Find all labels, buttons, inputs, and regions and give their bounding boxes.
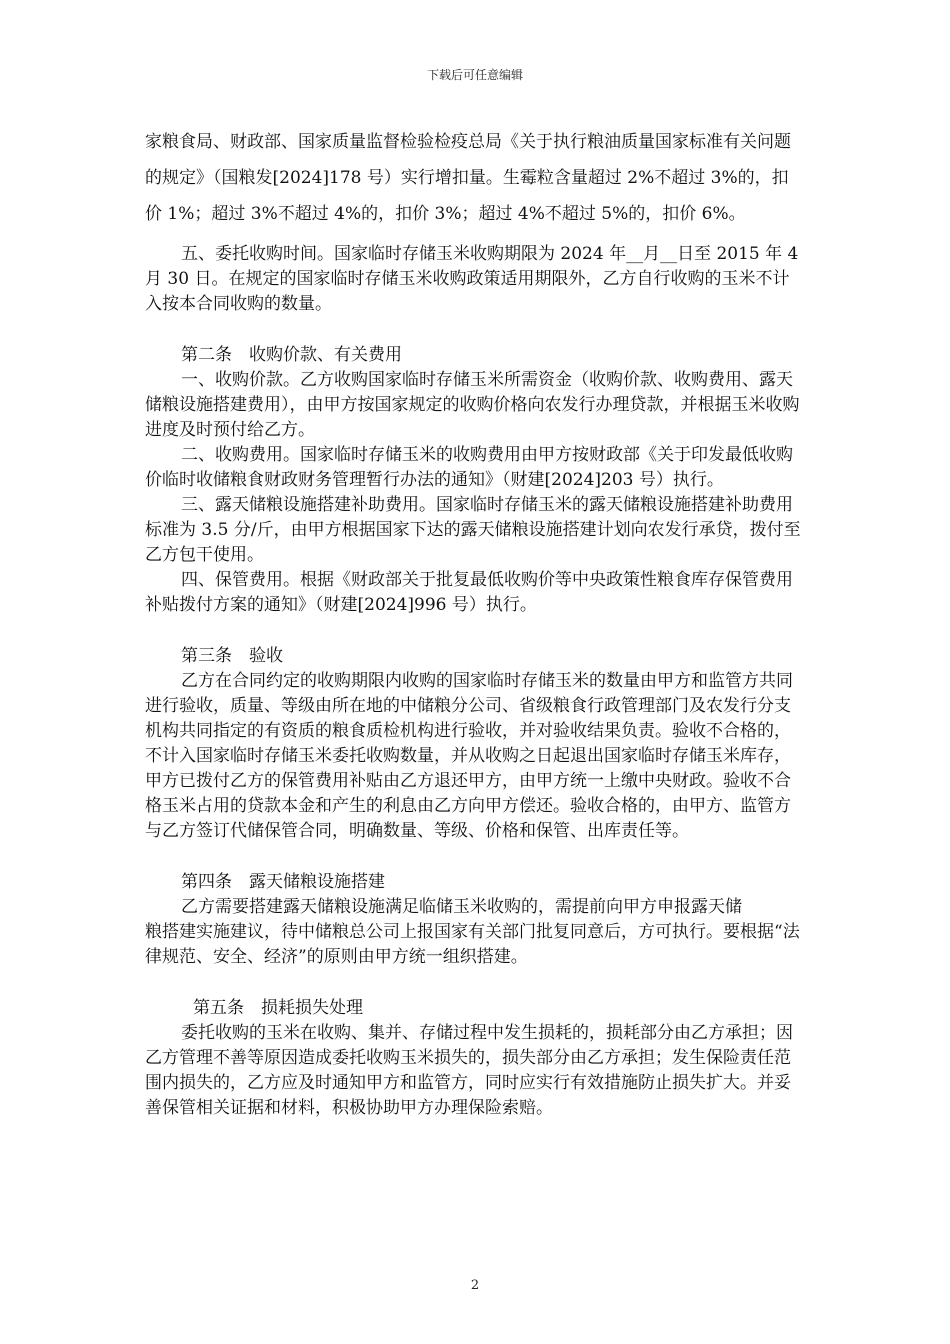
section-heading-article-5: 第五条 损耗损失处理 — [193, 998, 363, 1018]
paragraph-purchase-period: 五、委托收购时间。国家临时存储玉米收购期限为 2024 年__月__日至 2015 年 4 月 30 日。在规定的国家临时存储玉米收购政策适用期限外，乙方自行收购的玉米不计入按本合同收购的数量。 — [145, 244, 799, 314]
section-heading-article-2: 第二条 收购价款、有关费用 — [181, 345, 402, 365]
section-heading-article-3: 第三条 验收 — [181, 646, 283, 666]
paragraph-storage-facility-subsidy: 三、露天储粮设施搭建补助费用。国家临时存储玉米的露天储粮设施搭建补助费用标准为 3.5 分/斤，由甲方根据国家下达的露天储粮设施搭建计划向农发行承贷，拨付至乙方包干使用。 — [145, 495, 801, 565]
document-body — [145, 124, 805, 1121]
paragraph-purchase-fee: 二、收购费用。国家临时存储玉米的收购费用由甲方按财政部《关于印发最低收购价临时收储粮食财政财务管理暂行办法的通知》（财建[2024]203 号）执行。 — [145, 445, 793, 490]
paragraph-acceptance: 乙方在合同约定的收购期限内收购的国家临时存储玉米的数量由甲方和监管方共同进行验收，质量、等级由所在地的中储粮分公司、省级粮食行政管理部门及农发行分支机构共同指定的有资质的粮食质检机构进行验收，并对验收结果负责。验收不合格的，不计入国家临时存储玉米委托收购数量，并从收购之日起退出国家临时存储玉米库存，甲方已拨付乙方的保管费用补贴由乙方退还甲方，由甲方统一上缴中央财政。验收不合格玉米占用的贷款本金和产生的利息由乙方向甲方偿还。验收合格的，由甲方、监管方与乙方签订代储保管合同，明确数量、等级、价格和保管、出库责任等。 — [145, 671, 793, 841]
paragraph-facility-construction-2: 粮搭建实施建议，待中储粮总公司上报国家有关部门批复同意后，方可执行。要根据“法律规范、安全、经济”的原则由甲方统一组织搭建。 — [145, 922, 800, 967]
page-header: 下载后可任意编辑 — [426, 68, 523, 82]
paragraph-loss-handling: 委托收购的玉米在收购、集并、存储过程中发生损耗的，损耗部分由乙方承担；因乙方管理不善等原因造成委托收购玉米损失的，损失部分由乙方承担；发生保险责任范围内损失的，乙方应及时通知甲方和监管方，同时应实行有效措施防止损失扩大。并妥善保管相关证据和材料，积极协助甲方办理保险索赔。 — [145, 1023, 793, 1118]
page-number: 2 — [470, 1278, 480, 1293]
section-heading-article-4: 第四条 露天储粮设施搭建 — [181, 872, 385, 892]
paragraph-facility-construction-1: 乙方需要搭建露天储粮设施满足临储玉米收购的，需提前向甲方申报露天储 — [181, 897, 742, 917]
paragraph-custody-fee: 四、保管费用。根据《财政部关于批复最低收购价等中央政策性粮食库存保管费用补贴拨付方案的通知》（财建[2024]996 号）执行。 — [145, 570, 793, 615]
paragraph-purchase-price: 一、收购价款。乙方收购国家临时存储玉米所需资金（收购价款、收购费用、露天储粮设施搭建费用），由甲方按国家规定的收购价格向农发行办理贷款，并根据玉米收购进度及时预付给乙方。 — [145, 370, 800, 440]
paragraph-quality-deduction: 家粮食局、财政部、国家质量监督检验检疫总局《关于执行粮油质量国家标准有关问题的规定》（国粮发[2024]178 号）实行增扣量。生霉粒含量超过 2%不超过 3%的，扣价 1%；超过 3%不超过 4%的，扣价 3%；超过 4%不超过 5%的，扣价 6%。 — [145, 132, 791, 224]
